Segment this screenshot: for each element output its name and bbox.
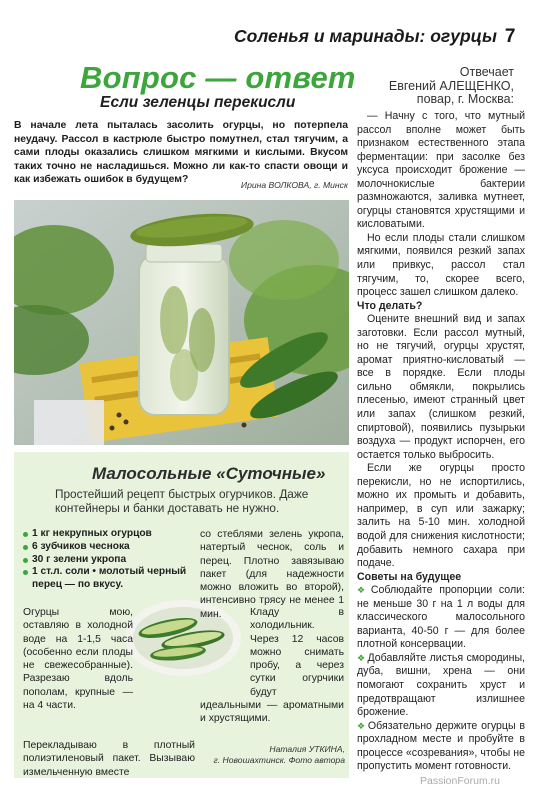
recipe-step-4: идеальными — ароматными и хрустящими. [200,700,344,725]
answer-paragraph: — Начну с того, что мутный рассол вполне может быть признаком естественного этапа ферментации: при засолке без уксуса происходит брожение — молочнокислые бактерии размножаются, заливка мутнеет, огурцы становятся хрустящими и кисловатыми. [357,110,525,231]
recipe-step-2: со стеблями зелень укропа, натертый чеснок, соль и перец. Плотно завязываю пакет (для надежности можно вложить во второй), интенсивно трясу не менее 1 мин. [200,529,344,620]
question-signature: Ирина ВОЛКОВА, г. Минск [240,180,348,190]
answer-paragraph: Оцените внешний вид и запах заготовки. Если рассол мутный, но не тягучий, огурцы хрустят, аромат приятно-кисловатый — все в порядке. Если плоды сильно обмякли, покрылись плесенью, имеют странный цвет или запах (слишком резкий, спиртовой), появились пузырьки воздуха — продукт испорчен, его остается только выбросить. [357,313,525,461]
tip-item [357,652,525,720]
diamond-icon: ❖ [357,720,366,731]
tip-item [357,720,525,774]
recipe-author: Наталия УТКИНА, [269,744,345,754]
watermark: PassionForum.ru [420,775,500,787]
ingredient-item: 1 ст.л. соли • молотый черный перец — по вкусу. [23,566,193,592]
ingredient-item: 30 г зелени укропа [23,554,193,567]
reader-question: В начале лета пыталась засолить огурцы, но потерпела неудачу. Рассол в кастрюле быстро помутнел, стал тягучим, а сами плоды оказались слишком мягкими и кислыми. Вкусом таких точно не насладишься. Можно ли как-то спасти овощи и как избежать ошибок в будущем? [14,120,348,186]
answerer-role: повар, г. Москва: [416,92,514,106]
answerer-block [360,66,514,107]
answer-heading: Что делать? [357,299,423,312]
qa-title: Вопрос — ответ [80,60,356,95]
tip-text: Обязательно держите огурцы в прохладном месте и пробуйте в процессе «созревания», чтобы не пропустить момент готовности. [357,719,525,773]
recipe-signature [190,744,345,766]
section-header [234,26,524,52]
recipe-intro: Простейший рецепт быстрых огурчиков. Даже контейнеры и банки доставать не нужно. [55,487,309,515]
answerer-line: Отвечает [459,65,514,79]
recipe-step-1-cont: Перекладываю в плотный полиэтиленовый пакет. Вызываю измельченную вместе [23,740,195,778]
diamond-icon: ❖ [357,585,369,596]
recipe-step-3: Кладу в холодильник. Через 12 часов можно снимать пробу, а через сутки огурчики будут [250,607,344,698]
ingredient-item: 6 зубчиков чеснока [23,541,193,554]
answer-paragraph: Если же огурцы просто перекисли, но не испортились, можно их промыть и добавить, например, в суп или зажарку; залить на 5-10 мин. холодной водой для снижения кислотности; добавить немного сахара при подаче. [357,462,525,570]
pickles-jar-photo [14,200,349,445]
diamond-icon: ❖ [357,652,366,663]
recipe-step-1: Огурцы мою, оставляю в холодной воде на 1-1,5 часа (особенно если плоды не свежесобранные). Разрезаю вдоль пополам, крупные — на 4 части. [23,607,133,712]
recipe-author-city: г. Новошахтинск. Фото автора [213,755,345,765]
ingredient-item: 1 кг некрупных огурцов [23,528,193,541]
expert-answer [357,110,525,774]
page-number: 7 [504,26,516,47]
section-title: Соленья и маринады: огурцы [234,26,497,46]
tip-item [357,584,525,652]
answer-heading: Советы на будущее [357,570,462,583]
tip-text: Добавляйте листья смородины, дуба, вишни, хрена — они помогают сохранить хруст и предотвращают излишнее брожение. [357,651,525,719]
answerer-name: Евгений АЛЕЩЕНКО, [388,78,514,93]
pickles-jar-illustration [14,200,349,445]
tip-text: Соблюдайте пропорции соли: не меньше 30 г на 1 л воды для классического малосольного варианта, 40-50 г — для более плотной консервации. [357,584,526,651]
qa-subtitle: Если зеленцы перекисли [100,94,296,111]
recipe-title: Малосольные «Суточные» [92,464,326,483]
answer-paragraph: Но если плоды стали слишком мягкими, появился резкий запах или привкус, рассол стал тягучим, то, скорее всего, процесс зашел слишком далеко. [357,231,525,299]
